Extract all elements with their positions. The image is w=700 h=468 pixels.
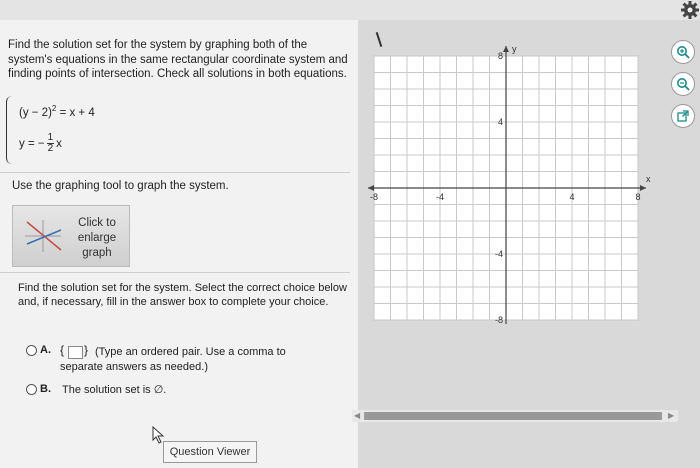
answer-box[interactable] (60, 345, 90, 359)
option-a-radio[interactable] (26, 345, 37, 356)
brace-left: { (60, 343, 65, 357)
option-b[interactable] (26, 383, 37, 395)
y-axis-arrow (503, 46, 509, 52)
y-axis-label: y (512, 44, 517, 54)
option-a-text: (Type an ordered pair. Use a comma to (95, 346, 286, 358)
y-tick-label: 4 (497, 117, 503, 127)
answer-input[interactable] (68, 346, 83, 359)
zoom-out-icon[interactable] (671, 72, 695, 96)
y-tick-label: -8 (494, 315, 503, 325)
scroll-thumb[interactable] (364, 412, 662, 420)
zoom-in-icon[interactable] (671, 40, 695, 64)
eq2-left: y = − (19, 137, 45, 150)
enlarge-label: Click to enlarge graph (77, 217, 117, 259)
y-tick-label: -4 (494, 249, 503, 259)
equation-2 (19, 133, 62, 154)
eq1-right: = x + 4 (56, 106, 95, 119)
mini-graph-icon (21, 218, 65, 254)
question-viewer-button[interactable]: Question Viewer (163, 441, 257, 463)
coordinate-graph[interactable] (362, 40, 662, 330)
divider (0, 272, 350, 273)
option-b-letter: B. (40, 383, 51, 395)
option-b-text: The solution set is ∅. (62, 384, 167, 396)
eq1-left: (y − 2) (19, 106, 52, 119)
option-a-letter: A. (40, 344, 51, 356)
graph-area[interactable] (362, 40, 662, 330)
option-a-text-2: separate answers as needed.) (60, 361, 208, 373)
x-axis-arrow-left (368, 185, 374, 191)
x-axis-arrow (640, 185, 646, 191)
x-axis-label: x (646, 174, 651, 184)
scroll-right-icon[interactable]: ▶ (668, 411, 675, 420)
y-tick-label: 8 (497, 51, 503, 61)
graph-instruction: Use the graphing tool to graph the system. (12, 180, 229, 192)
option-b-radio[interactable] (26, 384, 37, 395)
eq2-fraction (47, 133, 55, 154)
eq2-numerator: 1 (47, 132, 54, 143)
magnifier-minus-icon (676, 77, 690, 91)
eq1-exponent: 2 (51, 104, 57, 113)
question-prompt: Find the solution set for the system by graphing both of the system's equations in the same rectangular coordinate system and finding points of intersection. Check all solutions in both equations. (8, 39, 348, 80)
gear-icon[interactable] (680, 0, 700, 20)
x-tick-label: -8 (369, 192, 379, 202)
top-strip (0, 0, 700, 20)
x-tick-label: -4 (435, 192, 445, 202)
system-brace (6, 96, 15, 164)
eq2-denominator: 2 (47, 143, 54, 154)
enlarge-graph-button[interactable] (12, 205, 130, 267)
find-solution-prompt: Find the solution set for the system. Select the correct choice below and, if necessary, fill in the answer box to complete your choice. (18, 282, 347, 308)
brace-right: } (84, 343, 89, 357)
divider (0, 172, 350, 173)
popout-icon[interactable] (671, 104, 695, 128)
eq2-var: x (56, 137, 62, 150)
magnifier-plus-icon (676, 45, 690, 59)
horizontal-scrollbar[interactable] (352, 410, 678, 422)
x-tick-label: 8 (635, 192, 641, 202)
equation-1 (19, 104, 95, 119)
x-tick-label: 4 (569, 192, 575, 202)
scroll-left-icon[interactable]: ◀ (354, 411, 361, 420)
option-a[interactable] (26, 344, 51, 356)
external-window-icon (676, 109, 690, 123)
